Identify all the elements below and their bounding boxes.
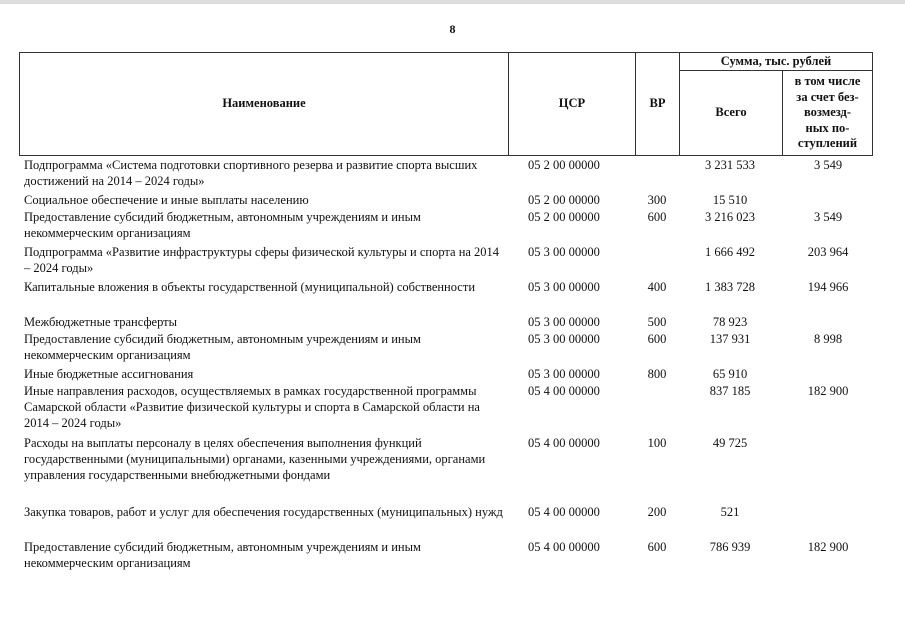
- page-top-edge: [0, 0, 905, 4]
- row-csr: 05 3 00 00000: [528, 315, 600, 329]
- header-free-line: в том числе: [794, 74, 861, 89]
- row-csr: 05 2 00 00000: [528, 210, 600, 224]
- row-name: Межбюджетные трансферты: [24, 315, 178, 329]
- row-csr: 05 3 00 00000: [528, 367, 600, 381]
- row-csr: 05 2 00 00000: [528, 193, 600, 207]
- row-free: 194 966: [807, 280, 849, 294]
- header-name: Наименование: [222, 96, 306, 111]
- header-border-right: [872, 52, 873, 156]
- page-number: 8: [449, 22, 456, 36]
- row-total: 49 725: [712, 436, 748, 450]
- row-free: 203 964: [807, 245, 849, 259]
- row-name: Подпрограмма «Развитие инфраструктуры сферы физической культуры и спорта на 2014 – 2024 годы»: [24, 245, 500, 275]
- row-name: Закупка товаров, работ и услуг для обеспечения государственных (муниципальных) нужд: [24, 505, 503, 519]
- row-total: 78 923: [712, 315, 748, 329]
- row-total: 837 185: [709, 384, 751, 398]
- row-name: Иные направления расходов, осуществляемых в рамках государственной программы Самарской области «Развитие физической культуры и спорта в Самарской области на 2014 – 2024 годы»: [24, 384, 480, 430]
- row-free: 182 900: [807, 384, 849, 398]
- row-total: 3 231 533: [705, 158, 755, 172]
- header-free-line: ных по-: [805, 120, 850, 135]
- row-name: Капитальные вложения в объекты государственной (муниципальной) собственности: [24, 280, 476, 294]
- row-name: Предоставление субсидий бюджетным, автономным учреждениям и иным некоммерческим организациям: [24, 210, 421, 240]
- row-csr: 05 4 00 00000: [528, 436, 600, 450]
- row-total: 786 939: [709, 540, 751, 554]
- row-csr: 05 4 00 00000: [528, 505, 600, 519]
- row-vr: 500: [647, 315, 667, 329]
- row-free: 3 549: [813, 158, 843, 172]
- row-name: Расходы на выплаты персоналу в целях обеспечения выполнения функций государственными (муниципальными) органами, казенными учреждениями, органами управления государственными внебюджетными фондами: [24, 436, 486, 482]
- row-vr: 100: [647, 436, 667, 450]
- row-vr: 300: [647, 193, 667, 207]
- row-name: Иные бюджетные ассигнования: [24, 367, 194, 381]
- row-total: 3 216 023: [705, 210, 755, 224]
- header-total: Всего: [715, 105, 747, 120]
- header-free-line: за счет без-: [796, 89, 859, 104]
- row-csr: 05 3 00 00000: [528, 280, 600, 294]
- row-total: 521: [720, 505, 740, 519]
- row-csr: 05 4 00 00000: [528, 540, 600, 554]
- row-csr: 05 4 00 00000: [528, 384, 600, 398]
- header-free-line: возмезд-: [803, 105, 852, 120]
- header-border-bottom: [19, 155, 873, 156]
- row-total: 1 666 492: [705, 245, 755, 259]
- row-vr: 600: [647, 540, 667, 554]
- row-free: 3 549: [813, 210, 843, 224]
- row-vr: 600: [647, 210, 667, 224]
- row-vr: 400: [647, 280, 667, 294]
- row-total: 1 383 728: [705, 280, 755, 294]
- row-total: 65 910: [712, 367, 748, 381]
- row-csr: 05 3 00 00000: [528, 332, 600, 346]
- row-vr: 800: [647, 367, 667, 381]
- row-free: 8 998: [813, 332, 843, 346]
- row-total: 15 510: [712, 193, 748, 207]
- header-free: [783, 71, 872, 155]
- row-vr: 600: [647, 332, 667, 346]
- table-header: [19, 52, 873, 156]
- row-name: Социальное обеспечение и иные выплаты населению: [24, 193, 309, 207]
- header-vr: ВР: [649, 96, 666, 111]
- header-free-line: ступлений: [797, 136, 858, 151]
- row-total: 137 931: [709, 332, 751, 346]
- row-name: Предоставление субсидий бюджетным, автономным учреждениям и иным некоммерческим организациям: [24, 540, 421, 570]
- row-csr: 05 3 00 00000: [528, 245, 600, 259]
- row-name: Предоставление субсидий бюджетным, автономным учреждениям и иным некоммерческим организациям: [24, 332, 421, 362]
- row-csr: 05 2 00 00000: [528, 158, 600, 172]
- header-sum-group: Сумма, тыс. рублей: [720, 53, 832, 68]
- row-name: Подпрограмма «Система подготовки спортивного резерва и развитие спорта высших достижений на 2014 – 2024 годы»: [24, 158, 478, 188]
- row-vr: 200: [647, 505, 667, 519]
- row-free: 182 900: [807, 540, 849, 554]
- header-csr: ЦСР: [558, 96, 586, 111]
